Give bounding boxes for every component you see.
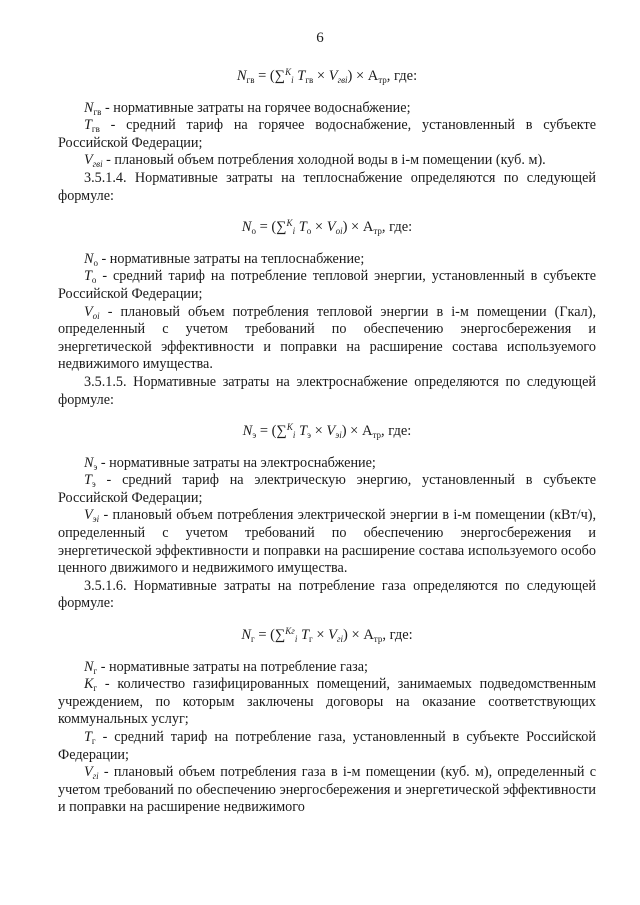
definition-text: - плановый объем потребления газа в i-м помещении (куб. м), определенный с учетом требований по обеспечению энергосбережения и энергетической эффективности и поправки на расширение недвижимого bbox=[58, 764, 596, 816]
definition-subscript: г bbox=[93, 665, 98, 676]
document-body bbox=[58, 62, 596, 817]
definition-subscript: эi bbox=[92, 514, 100, 525]
sum-lower: i bbox=[294, 634, 298, 645]
formula-area-sub: тр bbox=[373, 226, 382, 237]
paragraph-3-5-1-5: 3.5.1.5. Нормативные затраты на электроснабжение определяются по следующей формуле: bbox=[58, 373, 596, 408]
sum-sign: ∑ bbox=[276, 219, 287, 236]
definition-subscript: гi bbox=[92, 771, 99, 782]
formula-volume: V bbox=[328, 68, 338, 84]
formula-tariff-sub: гв bbox=[305, 75, 314, 85]
formula-tariff-sub: э bbox=[307, 430, 311, 441]
formula-area: A bbox=[367, 68, 379, 84]
definition-text: - количество газифицированных помещений, занимаемых подведомственным учреждением, по которым заключены договоры на оказание соответствующих коммунальных услуг; bbox=[58, 676, 596, 728]
definition-symbol: V bbox=[84, 152, 93, 169]
formula-gas: $N_г = (\sum^{Kг}_i$ $T_г \times V_{гi}) \times A_{тр}$, где: bbox=[241, 626, 413, 645]
paragraph-3-5-1-6: 3.5.1.6. Нормативные затраты на потребление газа определяются по следующей формуле: bbox=[58, 577, 596, 612]
formula-lhs: N bbox=[242, 423, 253, 440]
definition-subscript: о bbox=[93, 257, 98, 268]
sum-sign: ∑ bbox=[276, 423, 287, 440]
definition-item bbox=[58, 676, 596, 729]
definition-symbol: T bbox=[84, 472, 92, 489]
definition-symbol: N bbox=[84, 99, 94, 116]
formula-electricity: $N_э = (\sum^K_i$ $T_э \times V_{эi}) \times A_{тр}$, где: bbox=[242, 422, 412, 441]
formula-volume: V bbox=[326, 219, 336, 236]
definition-item bbox=[58, 729, 596, 764]
formula-volume: V bbox=[328, 627, 338, 644]
definition-symbol: N bbox=[84, 454, 94, 471]
formula-volume-sub: эi bbox=[335, 430, 342, 441]
definition-symbol: N bbox=[84, 658, 94, 675]
definition-text: - плановый объем потребления холодной воды в i-м помещении (куб. м). bbox=[102, 152, 546, 169]
definition-item bbox=[58, 100, 596, 118]
definition-symbol: К bbox=[84, 676, 94, 693]
definition-subscript: э bbox=[91, 479, 96, 490]
sum-lower: i bbox=[292, 226, 296, 237]
definitions-heating bbox=[58, 251, 596, 374]
definition-text: - плановый объем потребления тепловой энергии в i-м помещении (Гкал), определенный с учетом требований по обеспечению энергосбережения и энергетической эффективности и поправки на расширение состава используемого недвижимого имущества. bbox=[58, 303, 596, 373]
formula-area-sub: тр bbox=[372, 430, 381, 441]
formula-tail: , где: bbox=[381, 219, 413, 236]
definition-item bbox=[58, 455, 596, 473]
definition-text: - средний тариф на потребление тепловой энергии, установленный в субъекте Российской Федерации; bbox=[58, 268, 596, 302]
definition-text: - нормативные затраты на электроснабжение; bbox=[97, 454, 376, 471]
definition-item bbox=[58, 268, 596, 303]
formula-tail: , где: bbox=[381, 423, 412, 440]
formula-volume-sub: гвi bbox=[337, 75, 348, 85]
definition-text: - нормативные затраты на теплоснабжение; bbox=[97, 250, 365, 267]
formula-volume-sub: оi bbox=[335, 226, 343, 237]
formula-lhs: N bbox=[241, 627, 251, 644]
formula-lhs-sub: о bbox=[251, 226, 256, 237]
definition-symbol: T bbox=[84, 117, 92, 134]
definition-item bbox=[58, 152, 596, 170]
formula-area: A bbox=[363, 627, 374, 644]
definition-subscript: гв bbox=[93, 106, 102, 117]
formula-tariff-sub: г bbox=[309, 634, 313, 645]
definition-subscript: о bbox=[91, 275, 97, 286]
formula-area: A bbox=[362, 219, 374, 236]
formula-area-sub: тр bbox=[378, 75, 387, 85]
sum-upper: K bbox=[285, 67, 292, 77]
definitions-electricity bbox=[58, 455, 596, 578]
definitions-hot-water bbox=[58, 100, 596, 170]
formula-lhs-sub: э bbox=[252, 430, 257, 441]
formula-hot-water: $N_{гв} = (\sum^K_i$ $T_{гв} \times V_{гвi}) \times A_{тр}$, где: bbox=[236, 67, 418, 85]
formula-tariff-sub: о bbox=[306, 226, 312, 237]
formula-volume: V bbox=[326, 423, 336, 440]
sum-sign: ∑ bbox=[274, 68, 286, 84]
definition-text: - средний тариф на электрическую энергию, установленный в субъекте Российской Федерации; bbox=[58, 472, 596, 506]
sum-lower: i bbox=[291, 75, 294, 85]
sum-upper: Kг bbox=[285, 626, 295, 637]
definition-subscript: э bbox=[93, 461, 98, 472]
formula-area: A bbox=[361, 423, 373, 440]
definition-text: - средний тариф на горячее водоснабжение, установленный в субъекте Российской Федерации; bbox=[58, 117, 596, 151]
definition-symbol: N bbox=[84, 250, 94, 267]
definition-subscript: г bbox=[93, 683, 98, 694]
page-number: 6 bbox=[316, 30, 324, 46]
formula-heating: $N_о = (\sum^K_i$ $T_о \times V_{оi}) \times A_{тр}$, где: bbox=[241, 218, 413, 237]
definition-symbol: V bbox=[84, 764, 93, 781]
definition-item bbox=[58, 472, 596, 507]
formula-area-sub: тр bbox=[373, 634, 383, 645]
formula-tail: , где: bbox=[386, 68, 418, 84]
formula-tariff: T bbox=[298, 423, 308, 440]
formula-tariff: T bbox=[300, 627, 310, 644]
definition-subscript: оi bbox=[92, 310, 100, 321]
sum-upper: K bbox=[286, 422, 293, 433]
definition-text: - нормативные затраты на горячее водоснабжение; bbox=[101, 99, 411, 116]
definition-item bbox=[58, 251, 596, 269]
definition-subscript: г bbox=[91, 736, 96, 746]
sum-lower: i bbox=[292, 430, 296, 441]
definition-item bbox=[58, 507, 596, 577]
formula-tariff: T bbox=[298, 219, 307, 236]
formula-lhs: N bbox=[241, 219, 252, 236]
definitions-gas bbox=[58, 659, 596, 817]
formula-tail: , где: bbox=[382, 627, 413, 644]
definition-symbol: V bbox=[84, 303, 93, 320]
formula-tariff: T bbox=[297, 68, 306, 84]
definition-text: - средний тариф на потребление газа, установленный в субъекте Российской Федерации; bbox=[58, 729, 596, 763]
paragraph-3-5-1-4: 3.5.1.4. Нормативные затраты на теплоснабжение определяются по следующей формуле: bbox=[58, 169, 596, 204]
definition-subscript: гвi bbox=[92, 159, 103, 170]
formula-lhs: N bbox=[236, 68, 247, 84]
definition-item bbox=[58, 117, 596, 152]
definition-text: - плановый объем потребления электрической энергии в i-м помещении (кВт/ч), определенный с учетом требований по обеспечению энергосбережения и энергетической эффективности и поправки на расширение состава используемого особо ценного движимого и недвижимого имущества. bbox=[58, 507, 596, 577]
formula-lhs-sub: гв bbox=[246, 75, 255, 85]
definition-item bbox=[58, 764, 596, 817]
definition-symbol: T bbox=[84, 268, 92, 285]
definition-subscript: гв bbox=[91, 124, 100, 135]
sum-sign: ∑ bbox=[274, 627, 286, 644]
definition-item bbox=[58, 304, 596, 374]
definition-item bbox=[58, 659, 596, 677]
sum-upper: K bbox=[286, 218, 293, 229]
formula-volume-sub: гi bbox=[337, 634, 344, 645]
formula-lhs-sub: г bbox=[250, 634, 255, 645]
definition-symbol: T bbox=[84, 729, 92, 745]
definition-text: - нормативные затраты на потребление газа; bbox=[97, 658, 368, 675]
definition-symbol: V bbox=[84, 507, 93, 524]
